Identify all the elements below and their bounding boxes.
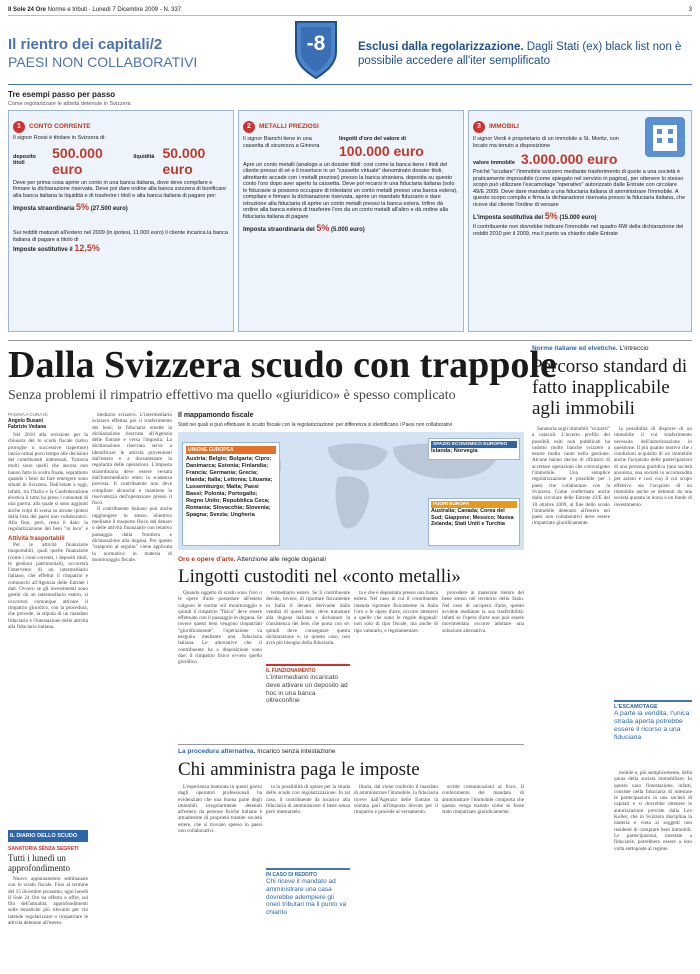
step-card-2 (238, 110, 464, 332)
step-title: IMMOBILI (489, 123, 519, 130)
badge-value: -8 (306, 32, 326, 55)
metal-text: ta e che è depositato presso una banca estera. Nel caso in cui il contribuente intenda riportare fisicamente in Italia l'oro o le opere d'arte, occorre attenersi a quelle che sono le regole doganali: non solo di tipo fiscale, ma anche di tipo valutario, e regolamentare. (354, 590, 438, 634)
trust-text: L'esperienza maturata in questi giorni dagli operatori professionali ha evidenziato che una buona parte degli immobili irregolarmente detenuti all'estero da persone fisiche italiane è attualmente di proprietà tramite società estere, che si trovano spesso in paesi non collaborativi. (178, 784, 262, 835)
item-value: 500.000 euro (52, 144, 103, 177)
eu-list: Austria; Belgio; Bulgaria; Cipro; Danimarca; Estonia; Finlandia; Francia; Germania; Grecia; Irlanda; Italia; Lettonia; Lituania; Lussemburgo; Malta; Paesi Bassi; Polonia; Portogallo; Regno Unito; Repubblica Ceca; Romania; Slovacchia; Slovenia; Spagna; Svezia; Ungheria (186, 456, 273, 518)
tax-label: Imposta straordinaria (13, 206, 75, 212)
see-label: SPAZIO ECONOMICO EUROPEO (431, 441, 517, 448)
divider (8, 340, 692, 341)
side-col-2 (614, 426, 692, 691)
metal-kicker (178, 556, 326, 563)
escamotage-title: L'ESCAMOTAGE (614, 704, 658, 710)
see-list-box (428, 438, 520, 460)
topic-subtitle: PAESI NON COLLABORATIVI (8, 54, 198, 70)
tax-rate: 5% (544, 211, 558, 221)
main-text: Nel 2010 alla revisione per la chiusura del lo scudo fiscale (salvo proroghe o successive riaperture) lascia ormai poco tempo alle decisioni dei contribuenti interessati. Tuttavia molti sono quelli che ancora non hanno fatto la scelta finale, soprattutto quando i beni da fare emergere sono situati in Svizzera. Dall'estate a oggi, infatti, tra l'Italia e la Confederazione elvetica il tutto ha preso i connotati di una guerra, alla quale si sono aggiunti anche colpi di scena su alcune ipotesi della lista dei paesi non collaborativi. Alla fine, però, resta il dato: la regolarizzazione dei beni "in loco" è (8, 432, 88, 532)
metal-col-2 (266, 590, 350, 662)
trust-text: lliaria, dal viene conferito il mandato di amministrare l'immobile, la fiduciaria riceve dall'Agenzia delle Entrate la somma pari all'imposta dovuta per il rimpatrio e procede al versamento. (354, 784, 438, 816)
trust-col-3 (354, 784, 438, 966)
step-body: Poiché "scudare" l'immobile svizzero mediante trasferimento di quote a una società è praticamente impossibile (come spiegato nel servizio in pagina), per ottenere lo stesso scopo può utilizzare l'escamotage "operativo" autorizzato dalle Entrate con circolare 49/E 2009. Deve dare mandato a una fiduciaria italiana di amministrare l'immobile. A questo scopo compila e firma la dichiarazione riservata presso la fiduciaria italiana, che riceve dal cliente l'ordine di versare (473, 169, 686, 208)
escamotage-box (614, 700, 692, 764)
main-col-1 (8, 432, 88, 532)
step-number: 2 (243, 121, 255, 133)
metal-text: Quando oggetto di scudo sono l'oro o le opere d'arte possedute all'estero valgono le norme sul monitoraggio e quindi il rimpatrio "fisico" deve essere effettuato con il passaggio in dogana. Se invece questi beni vengono rimpatriati "giuridicamente", l'operazione va eseguita mediante una fiduciaria italiana. Le alternative che il contribuente ha a disposizione sono due: il rimpatrio fisico ovvero quello giuridico. (178, 590, 262, 666)
paper-name: Il Sole 24 Ore (8, 6, 47, 13)
trust-kicker (178, 748, 336, 755)
tax-line (473, 211, 687, 221)
tax-amount: (27.500 euro) (90, 206, 128, 212)
steps-title: Tre esempi passo per passo (8, 90, 116, 99)
side-text: la possibilità di disporre di un immobile il cui trasferimento necessita dell'autorizzazione in questione. Il più quanto motivo che i condizioni acquisito di un immobile anche l'acquisito delle partecipazioni di una persona giuridica (una società anonima, una società in accomandita per azioni e così via) il cui scopo effettivo sia l'acquisto di un immobile anche se detenuti da una società quotata in borsa o un fondo di investimento. (614, 426, 692, 508)
metal-kicker-bold: Oro e opere d'arte. (178, 556, 236, 563)
map-title: Il mappamondo fiscale (178, 412, 254, 419)
diary-paragraph: Nuovo appuntamento settimanale con lo scudo fiscale. Fino al termine del 15 dicembre prossimo, ogni lunedì Il Sole 24 Ore ha offerto e offre, sul filo dell'attualità, approfondimenti sulle tematiche più rilevanti per chi intende regolarizzare o rimpatriare le attività detenute all'estero. (8, 876, 88, 927)
step-lead: Il signor Bianchi tiene in una cassetta di sicurezza a Ginevra (243, 136, 320, 149)
teaser-text: Dagli Stati (ex) black list non è possibile accedere all'iter semplificato (358, 41, 682, 67)
trust-text: ta la possibilità di optare per la strada dello scudo con regolarizzazione. In tal caso, il contribuente dà incarico alla fiduciaria di amministrare il bene senza però intestarselo. (266, 784, 350, 816)
metal-title: Lingotti custoditi nel «conto metalli» (178, 566, 461, 587)
eu-list-box (182, 442, 280, 546)
page-header (8, 4, 692, 16)
tax-line (243, 223, 459, 233)
building-icon (645, 117, 685, 157)
author-2: Fabrizio Vedana (8, 424, 47, 430)
metal-kicker-text: Attenzione alle regole doganali (237, 556, 326, 563)
tax-label: Imposte sostitutive il (13, 247, 73, 253)
side-title: Percorso standard di fatto inapplicabile agli immobili (532, 356, 688, 419)
item-value: 50.000 euro (162, 144, 206, 177)
topic-title: Il rientro dei capitali/2 (8, 36, 163, 53)
funzionamento-box (266, 664, 350, 720)
tax-rate: 12,5% (74, 243, 100, 253)
tax-label: Imposta straordinaria del (243, 227, 315, 233)
main-text: Per le attività finanziarie trasportabili, quali quelle finanziarie (come i conti correnti, i depositi titoli, le gestioni patrimoniali), occorrerà l'intervento di un intermediario italiano, che effettui il rimpatrio e comunichi all'Agenzia delle Entrate i dati. Ovvero se gli investimenti sono gestiti da un intermediario estero, si occorrerà comunque attivare il rimpatrio giuridico, con la procedura, che prevede, la stipula di un mandato fiduciario e l'intestazione delle attività alla fiduciaria italiana. (8, 542, 88, 630)
escamotage-text: A parte la vendita, l'unica strada aperta potrebbe essere il ricorso a una fiduciaria (614, 710, 690, 741)
trust-title: Chi amministra paga le imposte (178, 759, 420, 780)
metal-col-3 (354, 590, 438, 720)
tax-label: L'imposta sostitutiva del (473, 215, 544, 221)
tax-rate: 5% (76, 202, 90, 212)
main-deck: Senza problemi il rimpatrio effettivo ma quello «giuridico» è spesso complicato (8, 388, 456, 403)
divider (8, 84, 692, 85)
diary-text (8, 876, 88, 966)
step-body: Apre un conto metalli (analogo a un dossier titoli: così come la banca tiene i titoli del cliente presso di sé e li inserisce in un "cassetto virtuale" denominato dossier titoli, altrettanto accade con i metalli preziosi) presso la banca straniera, deposita su questo conto l'oro dopo aver aperto la cassetta. Deve poi recarsi in una fiduciaria italiana (solo le fiduciarie si possono occupare di intestarsi un conto metalli presso una banca estera), compilare e firmare la dichiarazione riservata, aprire un mandato fiduciario e dare istruzione alla fiduciaria di aprire un conto metalli presso la banca estera. Infine dà ordine alla banca estera di trasferire l'oro da un conto metalli all'altro e dà ordine alla fiduciaria italiana di pagare (243, 161, 458, 220)
step-title: METALLI PREZIOSI (259, 123, 319, 130)
side-kicker (532, 345, 649, 352)
item-label: deposito titoli (13, 153, 36, 166)
metal-text: termediario estero. Se il contribuente decide, invece, di riportare fisicamente in Italia il denaro derivante dalla vendita di questi beni, deve transitare alla dogana italiana e dichiarare la consistenza dei beni che porta con sé: quindi deve consegnare questa dichiarazione e, in questo caso, non avrà più bisogno della fiduciaria. (266, 590, 350, 647)
subhead-attivita: Attività trasportabili (8, 536, 65, 542)
issue-date: Lunedì 7 Dicembre 2009 - N. 337 (92, 6, 182, 13)
tax-line (13, 202, 229, 212)
trust-kicker-bold: La procedura alternativa. (178, 748, 256, 755)
diary-title: Tutti i lunedì un approfondimento (8, 853, 70, 873)
tax-amount: (15.000 euro) (559, 215, 597, 221)
step-foot: Il contribuente non dovrebbe indicare l'immobile nel quadro RW della dichiarazione dei redditi 2010 per il 2009, ma il punto va chiarito dalle Entrate (473, 224, 684, 237)
step-card-3 (468, 110, 692, 332)
step-title: CONTO CORRENTE (29, 123, 91, 130)
trust-text: scritte comunicazioni al fisco. Il conferimento del mandato di amministrare l'immobile comporta che questo venga trattato come se fosse stato rimpatriato giuridicamente. (442, 784, 524, 816)
step-foot: Sui redditi maturati all'estero nel 2009 (in ipotesi, 11.000 euro) il cliente incarica la banca italiana di pagare a titolo di (13, 230, 228, 243)
side-col-1 (532, 426, 610, 966)
diary-header (8, 830, 88, 842)
item-label: valore immobile (473, 160, 515, 166)
metal-col-4 (442, 590, 524, 720)
main-col-1b (8, 542, 88, 822)
shield-badge (292, 18, 340, 80)
teaser-bold: Esclusi dalla regolarizzazione. (358, 41, 524, 53)
trust-col-2 (266, 784, 350, 864)
item-label: lingotti d'oro del valore di (339, 136, 407, 142)
step-number: 1 (13, 121, 25, 133)
side-kicker-text: L'intreccio (619, 345, 649, 352)
side-text: Sanatoria sugli immobili "svizzeri" a ostacoli. L'incerto profilo dei possibili esiti non pubblicati ha indotto molte banche svizzere a essere molto caute nella gestione. Alcune hanno deciso di rifiutarsi di accettare operazioni che coinvolgono l'immobile. Una semplice regolarizzazione è possibile per i paesi che collaborano con la Svizzera. Come confermato anche dalla circolare delle Entrate 43/E del 10 ottobre 2009, al fine dello scudo l'immobile detenuto all'estero nei paesi non collaborativi deve essere rimpatriato giuridicamente. (532, 426, 610, 527)
step-lead: Il signor Verdi è proprietario di un immobile a St. Moritz, non locato ma tenuto a disposizione (473, 136, 619, 149)
trust-kicker-text: Incarico senza intestazione (257, 748, 336, 755)
section-name: Norme e tributi (47, 6, 88, 13)
step-card-1 (8, 110, 234, 332)
out-list-box (428, 498, 520, 546)
step-body: Deve per prima cosa aprire un conto in una banca italiana, dove deve compilare e firmare la dichiarazione riservata. Deve poi dare ordine alla banca svizzera di bonificare alla banca italiana la liquidità e di trasferire i titoli e alla banca italiana di pagare per: (13, 179, 227, 199)
divider (178, 744, 524, 745)
eu-label: UNIONE EUROPEA (186, 446, 276, 454)
side-text: mobile e, più semplicemente, della quota della società immobiliare. In questo caso l'intestazione, infatti, consiste nella fiduciaria di intestare le partecipazioni in una società di capitali e si dovrebbe ottenere le autorizzazioni previste dalla Lex Koller, che in Svizzera disciplina la materia e vieta ai soggetti non residenti di comprare beni immobili. Le partecipazioni, intestate a fiduciarie, potrebbero essere a loro volta sottoposte al regime. (614, 770, 692, 852)
diary-head-text: IL DIARIO DELLO SCUDO (10, 833, 78, 839)
out-list: Australia; Canada; Corea del Sud; Giappone; Messico; Nuova Zelanda; Stati Uniti e Turchia (431, 508, 514, 528)
step-lead: Il signor Rossi è titolare in Svizzera di: (13, 135, 106, 141)
item-value: 100.000 euro (339, 142, 424, 159)
reddito-text: Chi riceve il mandato ad amministrare una casa dovrebbe adempiere gli oneri tributari ma il punto va chiarito (266, 878, 347, 917)
see-list: Islanda; Norvegia (431, 448, 478, 454)
trust-col-1 (178, 784, 262, 966)
reddito-box (266, 868, 350, 966)
item-value: 3.000.000 euro (520, 151, 618, 167)
teaser (358, 40, 688, 68)
paper-info: Il Sole 24 Ore Norme e tributi · Lunedì 7 Dicembre 2009 - N. 337 (8, 6, 182, 13)
metal-text: procedere al materiale rientro del bene stesso nel territorio dello Stato. Nel caso di un'opera d'arte, questo avviene mediante la sua trasferibilità: infatti se l'opera d'arte non può essere movimentata occorre adottare una soluzione alternativa. (442, 590, 524, 634)
main-text: Il contribuente italiano può anche raggiungere lo stesso obiettivo mediante il trasporto fisico del denaro o delle attività finanziarie con relativo passaggio dalla frontiera e dichiarazione alla dogana. Per questo "trasporto al seguito" viene applicata la normativa in materia di monitoraggio fiscale. (92, 506, 172, 563)
side-kicker-bold: Norme italiane ed elvetiche. (532, 345, 618, 352)
step-number: 3 (473, 121, 485, 133)
funzionamento-text: L'intermediario incaricato deve attivare un deposito ad hoc in una banca oltreconfine (266, 674, 348, 705)
trust-col-4 (442, 784, 524, 966)
byline-lead: PAGINA A CURA DI (8, 412, 48, 417)
side-col-3 (614, 770, 692, 966)
out-label: FUORI EUROPA (431, 501, 517, 508)
tax-amount: (5.000 euro) (331, 227, 365, 233)
steps-intro: Come regolarizzare le attività detenute in Svizzera (8, 101, 131, 107)
tax-rate: 5% (316, 223, 330, 233)
main-col-2 (92, 412, 172, 822)
main-text: mediario svizzero. L'intermediario svizzero effettua poi il trasferimento dei beni; la fiduciaria emette la dichiarazione riservata all'Agenzia delle Entrate e versa l'imposta. La dichiarazione riservata serve a identificare le attività provenienti dall'estero e a documentare la regolarità delle operazioni. L'imposta straordinaria deve essere versata dall'intermediario entro la scadenza prevista. Il contribuente non deve compilare alcunché e mantiene la riservatezza dell'operazione presso il fisco. (92, 412, 172, 507)
tax-line-2 (13, 243, 229, 253)
page-number: 3 (688, 6, 692, 13)
main-headline: Dalla Svizzera scudo con trappole (8, 344, 557, 386)
metal-col-1 (178, 590, 262, 720)
funzionamento-title: IL FUNZIONAMENTO (266, 668, 316, 674)
diary-kicker: SANATORIA SENZA SEGRETI (8, 846, 79, 852)
item-label: liquidità (133, 153, 155, 160)
reddito-title: IN CASO DI REDDITO (266, 872, 318, 878)
map-caption: Stati nei quali si può effettuare lo scudo fiscale con la regolarizzazione: per differenza si identificano i Paesi non collaborativi (178, 422, 453, 428)
author-1: Angelo Busani (8, 418, 44, 424)
